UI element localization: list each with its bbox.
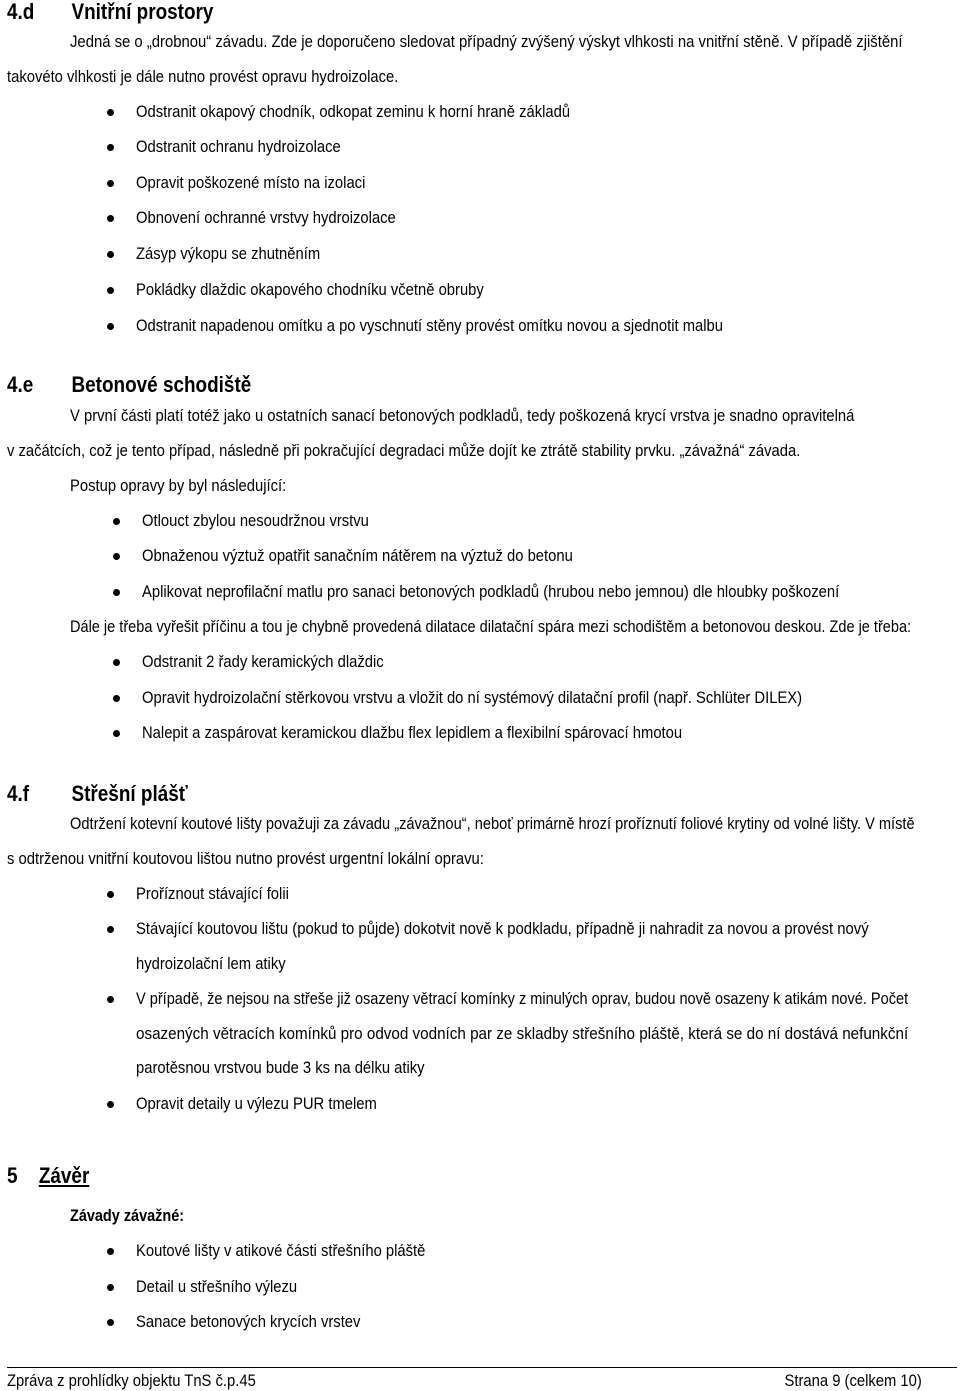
list-item-text: Odstranit okapový chodník, odkopat zeminu k horní hraně základů xyxy=(136,102,571,121)
list-item-text: Opravit poškozené místo na izolaci xyxy=(136,173,366,192)
footer-page-number: Strana 9 (celkem 10) xyxy=(784,1371,922,1390)
bullet-icon xyxy=(107,215,114,222)
bullet-icon xyxy=(113,695,120,702)
paragraph: takovéto vlhkosti je dále nutno provést opravu hydroizolace. xyxy=(7,67,399,86)
bullet-icon xyxy=(107,251,114,258)
bullet-icon xyxy=(107,891,114,898)
bullet-icon xyxy=(113,518,120,525)
subheading: Závady závažné: xyxy=(70,1206,185,1225)
paragraph: Dále je třeba vyřešit příčinu a tou je chybně provedená dilatace dilatační spára mezi schodištěm a betonovou deskou. Zde je třeba: xyxy=(70,617,912,636)
footer-left: Zpráva z prohlídky objektu TnS č.p.45 xyxy=(7,1371,256,1390)
paragraph: Postup opravy by byl následující: xyxy=(70,476,287,495)
bullet-icon xyxy=(107,144,114,151)
footer-divider xyxy=(7,1367,957,1368)
list-item-text: Stávající koutovou lištu (pokud to půjde) dokotvit nově k podkladu, případně ji nahradit za novou a provést nový xyxy=(136,919,869,938)
bullet-icon xyxy=(107,109,114,116)
list-item-text: Koutové lišty v atikové části střešního pláště xyxy=(136,1241,426,1260)
list-item-text: Detail u střešního výlezu xyxy=(136,1277,298,1296)
bullet-icon xyxy=(107,323,114,330)
heading-title: Střešní plášť xyxy=(71,781,188,806)
list-item-text: Odstranit napadenou omítku a po vyschnutí stěny provést omítku novou a sjednotit malbu xyxy=(136,316,724,335)
paragraph: Odtržení kotevní koutové lišty považuji za závadu „závažnou“, neboť primárně hrozí proříznutí foliové krytiny od volné lišty. V místě xyxy=(70,814,915,833)
list-item-text: Aplikovat neprofilační matlu pro sanaci betonových podkladů (hrubou nebo jemnou) dle hloubky poškození xyxy=(142,582,840,601)
heading-number: 4.d xyxy=(7,0,35,24)
list-item-text: Zásyp výkopu se zhutněním xyxy=(136,244,321,263)
bullet-icon xyxy=(107,1248,114,1255)
list-item-text: hydroizolační lem atiky xyxy=(136,954,286,973)
list-item-text: Odstranit 2 řady keramických dlaždic xyxy=(142,652,384,671)
paragraph: Jedná se o „drobnou“ závadu. Zde je doporučeno sledovat případný zvýšený výskyt vlhkosti na vnitřní stěně. V případě zjištění xyxy=(70,32,903,51)
bullet-icon xyxy=(107,996,114,1003)
paragraph: V první části platí totéž jako u ostatních sanací betonových podkladů, tedy poškozená krycí vrstva je snadno opravitelná xyxy=(70,406,855,425)
bullet-icon xyxy=(113,659,120,666)
list-item-text: Obnaženou výztuž opatřit sanačním nátěrem na výztuž do betonu xyxy=(142,546,573,565)
list-item-text: Opravit detaily u výlezu PUR tmelem xyxy=(136,1094,377,1113)
list-item-text: Proříznout stávající folii xyxy=(136,884,289,903)
list-item-text: Pokládky dlaždic okapového chodníku včetně obruby xyxy=(136,280,484,299)
heading-title: Vnitřní prostory xyxy=(71,0,214,24)
list-item-text: Odstranit ochranu hydroizolace xyxy=(136,137,341,156)
heading-number: 4.f xyxy=(7,781,30,806)
bullet-icon xyxy=(107,926,114,933)
bullet-icon xyxy=(113,730,120,737)
heading-4d xyxy=(7,0,213,24)
paragraph: v začátcích, což je tento případ, následně při pokračující degradaci může dojít ke ztrátě stability prvku. „závažná“ závada. xyxy=(7,441,801,460)
list-item-text: Nalepit a zaspárovat keramickou dlažbu flex lepidlem a flexibilní spárovací hmotou xyxy=(142,723,683,742)
heading-title: Závěr xyxy=(38,1163,90,1188)
list-item-text: Opravit hydroizolační stěrkovou vrstvu a vložit do ní systémový dilatační profil (např. Schlüter DILEX) xyxy=(142,688,803,707)
paragraph: s odtrženou vnitřní koutovou lištou nutno provést urgentní lokální opravu: xyxy=(7,849,484,868)
list-item-text: Sanace betonových krycích vrstev xyxy=(136,1312,361,1331)
heading-number: 4.e xyxy=(7,372,34,397)
bullet-icon xyxy=(107,1101,114,1108)
bullet-icon xyxy=(107,1319,114,1326)
bullet-icon xyxy=(113,553,120,560)
list-item-text: parotěsnou vrstvou bude 3 ks na délku atiky xyxy=(136,1058,425,1077)
list-item-text: V případě, že nejsou na střeše již osazeny větrací komínky z minulých oprav, budou nově osazeny k atikám nové. Počet xyxy=(136,989,909,1008)
bullet-icon xyxy=(107,180,114,187)
bullet-icon xyxy=(107,287,114,294)
heading-number: 5 xyxy=(7,1163,18,1188)
list-item-text: Obnovení ochranné vrstvy hydroizolace xyxy=(136,208,396,227)
heading-title: Betonové schodiště xyxy=(71,372,252,397)
heading-5 xyxy=(7,1164,89,1188)
bullet-icon xyxy=(107,1284,114,1291)
heading-4e xyxy=(7,373,251,397)
list-item-text: osazených větracích komínků pro odvod vodních par ze skladby střešního pláště, která se do ní dostává nefunkční xyxy=(136,1024,909,1043)
heading-4f xyxy=(7,782,188,806)
list-item-text: Otlouct zbylou nesoudržnou vrstvu xyxy=(142,511,369,530)
bullet-icon xyxy=(113,589,120,596)
